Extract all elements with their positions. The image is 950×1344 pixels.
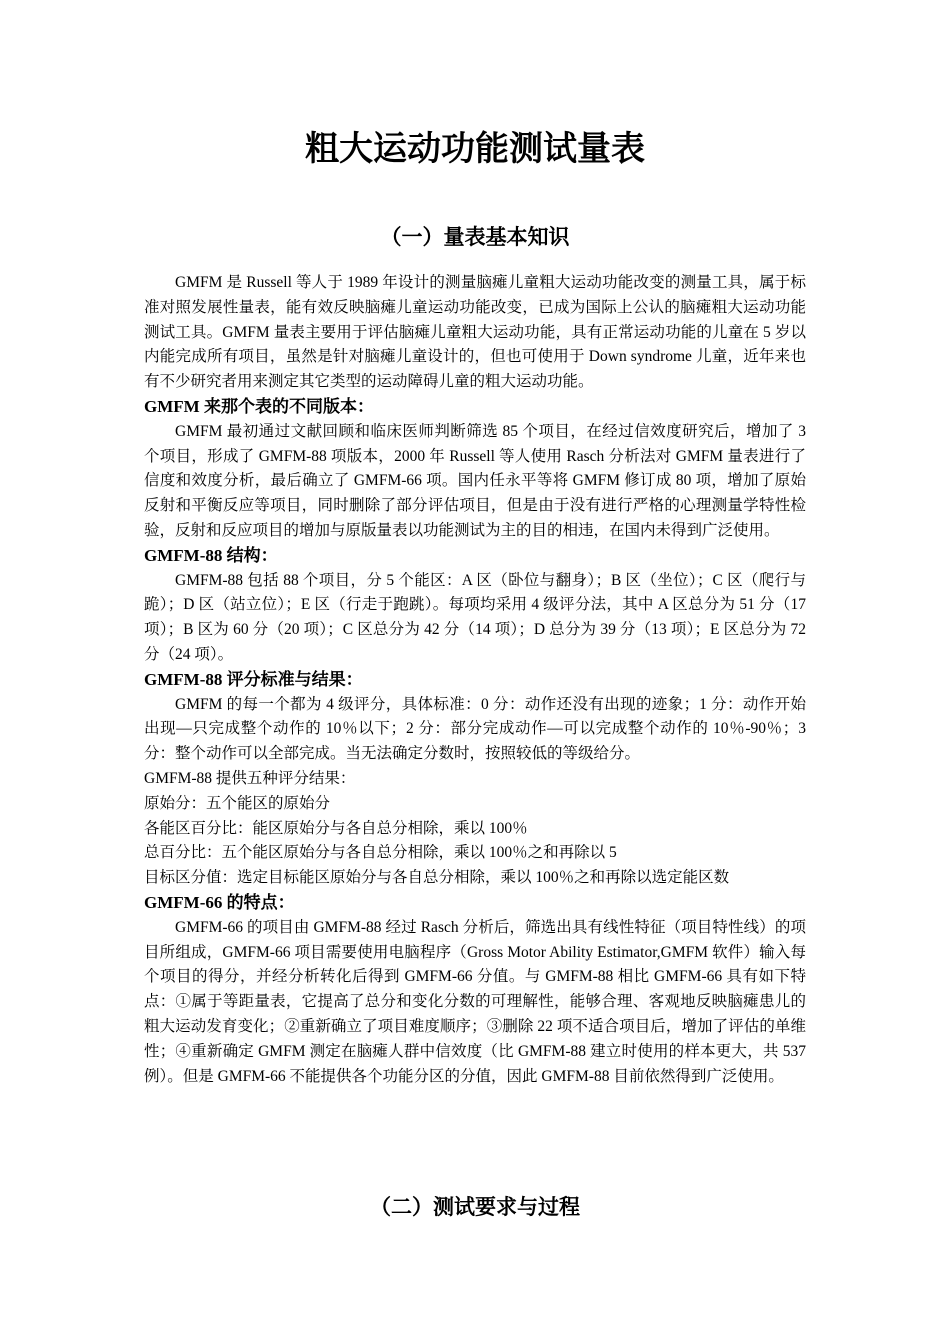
gmfm66-paragraph: GMFM-66 的项目由 GMFM-88 经过 Rasch 分析后，筛选出具有线性特征（项目特性线）的项目所组成，GMFM-66 项目需要使用电脑程序（Gross Motor Ability Estimator,GMFM 软件）输入每个项目的得分，并经分析转化后得到 GMFM-66 分值。与 GMFM-88 相比 GMFM-66 具有如下特点：①属于等距量表，它提高了总分和变化分数的可理解性，能够合理、客观地反映脑瘫患儿的粗大运动发育变化；②重新确立了项目难度顺序；③删除 22 项不适合项目后，增加了评估的单维性；④重新确定 GMFM 测定在脑瘫人群中信效度（比 GMFM-88 建立时使用的样本更大，共 537 例）。但是 GMFM-66 不能提供各个功能分区的分值，因此 GMFM-88 目前依然得到广泛使用。 — [144, 918, 806, 1085]
gmfm66-heading: GMFM-66 的特点： — [144, 892, 295, 912]
scoring-heading: GMFM-88 评分标准与结果： — [144, 669, 363, 689]
section-1-title: （一）量表基本知识 — [380, 225, 570, 249]
results-line: 总百分比：五个能区原始分与各自总分相除，乘以 100％之和再除以 5 — [144, 844, 617, 862]
structure-paragraph: GMFM-88 包括 88 个项目，分 5 个能区：A 区（卧位与翻身）；B 区（坐位）；C 区（爬行与跪）；D 区（站立位）；E 区（行走于跑跳）。每项均采用 4 级评分法，其中 A 区总分为 51 分（17 项）；B 区为 60 分（20 项）；C 区总分为 42 分（14 项）；D 总分为 39 分（13 项）；E 区总分为 72 分（24 项）。 — [144, 571, 806, 663]
scoring-paragraph: GMFM 的每一个都为 4 级评分，具体标准：0 分：动作还没有出现的迹象；1 分：动作开始出现—只完成整个动作的 10％以下；2 分：部分完成动作—可以完成整个动作的 10％-90％；3 分：整个动作可以全部完成。当无法确定分数时，按照较低的等级给分。 — [144, 695, 806, 763]
structure-heading: GMFM-88 结构： — [144, 545, 278, 565]
section-1-body — [144, 271, 806, 1089]
results-line: 原始分：五个能区的原始分 — [144, 794, 331, 812]
results-line: GMFM-88 提供五种评分结果： — [144, 769, 356, 787]
results-line: 各能区百分比：能区原始分与各自总分相除，乘以 100％ — [144, 819, 528, 837]
results-line: 目标区分值：选定目标能区原始分与各自总分相除，乘以 100％之和再除以选定能区数 — [144, 869, 730, 887]
versions-heading: GMFM 来那个表的不同版本： — [144, 396, 374, 416]
document-title: 粗大运动功能测试量表 — [305, 131, 645, 168]
section-2-title: （二）测试要求与过程 — [370, 1195, 580, 1219]
versions-paragraph: GMFM 最初通过文献回顾和临床医师判断筛选 85 个项目，在经过信效度研究后，增加了 3 个项目，形成了 GMFM-88 项版本，2000 年 Russell 等人使用 Rasch 分析法对 GMFM 量表进行了信度和效度分析，最后确立了 GMFM-66 项。国内任永平等将 GMFM 修订成 80 项，增加了原始反射和平衡反应等项目，同时删除了部分评估项目，但是由于没有进行严格的心理测量学特性检验，反射和反应项目的增加与原版量表以功能测试为主的目的相违，在国内未得到广泛使用。 — [144, 422, 806, 539]
intro-paragraph: GMFM 是 Russell 等人于 1989 年设计的测量脑瘫儿童粗大运动功能改变的测量工具，属于标准对照发展性量表，能有效反映脑瘫儿童运动功能改变，已成为国际上公认的脑瘫粗大运动功能测试工具。GMFM 量表主要用于评估脑瘫儿童粗大运动功能，具有正常运动功能的儿童在 5 岁以内能完成所有项目，虽然是针对脑瘫儿童设计的，但也可使用于 Down syndrome 儿童，近年来也有不少研究者用来测定其它类型的运动障碍儿童的粗大运动功能。 — [144, 274, 806, 391]
